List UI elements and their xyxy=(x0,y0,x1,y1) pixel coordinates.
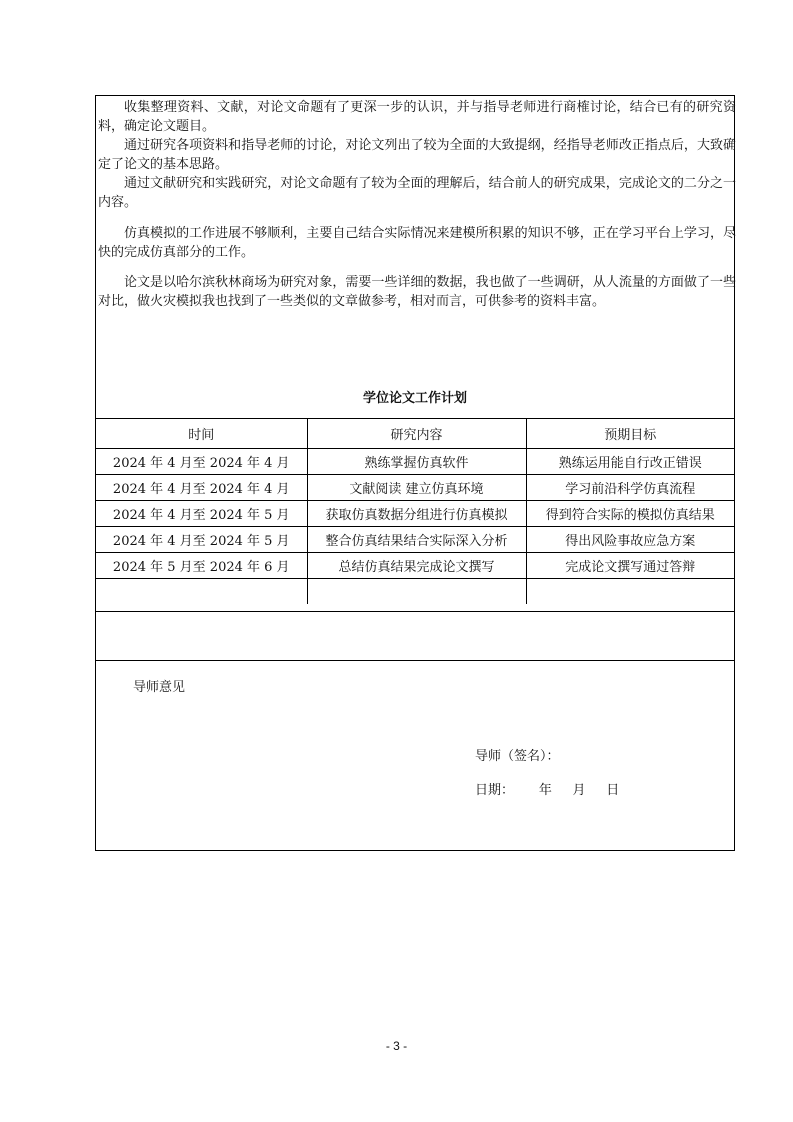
header-goal: 预期目标 xyxy=(526,419,734,449)
date-year: 年 xyxy=(538,783,552,798)
paragraph-1: 收集整理资料、文献，对论文命题有了更深一步的认识，并与指导老师进行商榷讨论，结合已有的研究资料，确定论文题目。 xyxy=(98,100,736,134)
cell-time: 2024 年 5 月至 2024 年 6 月 xyxy=(96,553,307,579)
table-row xyxy=(96,527,734,553)
cell-time: 2024 年 4 月至 2024 年 5 月 xyxy=(96,501,307,527)
cell-content: 熟练掌握仿真软件 xyxy=(307,449,526,475)
paragraph-2: 通过研究各项资料和指导老师的讨论，对论文列出了较为全面的大致提纲，经指导老师改正指点后，大致确定了论文的基本思路。 xyxy=(98,138,736,172)
paragraph-5: 论文是以哈尔滨秋林商场为研究对象，需要一些详细的数据，我也做了一些调研，从人流量的方面做了一些对比，做火灾模拟我也找到了一些类似的文章做参考，相对而言，可供参考的资料丰富。 xyxy=(98,275,736,309)
paragraph-3: 通过文献研究和实践研究，对论文命题有了较为全面的理解后，结合前人的研究成果，完成论文的二分之一内容。 xyxy=(98,176,736,210)
header-content: 研究内容 xyxy=(307,419,526,449)
cell-time: 2024 年 4 月至 2024 年 5 月 xyxy=(96,527,307,553)
table-header-row xyxy=(96,419,734,449)
header-time: 时间 xyxy=(96,419,307,449)
cell-goal: 熟练运用能自行改正错误 xyxy=(526,449,734,475)
divider xyxy=(96,611,734,612)
cell-content: 总结仿真结果完成论文撰写 xyxy=(307,553,526,579)
page-number: - 3 - xyxy=(385,1039,408,1053)
table-row xyxy=(96,501,734,527)
cell-goal xyxy=(526,579,734,605)
cell-goal: 学习前沿科学仿真流程 xyxy=(526,475,734,501)
plan-title: 学位论文工作计划 xyxy=(362,391,467,406)
date-day: 日 xyxy=(606,783,620,798)
cell-content: 整合仿真结果结合实际深入分析 xyxy=(307,527,526,553)
table-row xyxy=(96,449,734,475)
date-line xyxy=(475,779,619,798)
cell-time: 2024 年 4 月至 2024 年 4 月 xyxy=(96,475,307,501)
advisor-opinion-label: 导师意见 xyxy=(133,680,186,695)
advisor-signature-label: 导师（签名）： xyxy=(475,749,560,764)
cell-goal: 完成论文撰写通过答辩 xyxy=(526,553,734,579)
table-row-empty xyxy=(96,579,734,605)
work-plan-table xyxy=(96,418,734,604)
table-row xyxy=(96,475,734,501)
date-month: 月 xyxy=(572,783,586,798)
report-frame xyxy=(95,95,735,851)
cell-content: 获取仿真数据分组进行仿真模拟 xyxy=(307,501,526,527)
table-row xyxy=(96,553,734,579)
cell-goal: 得到符合实际的模拟仿真结果 xyxy=(526,501,734,527)
advisor-section-divider xyxy=(96,660,734,661)
cell-time: 2024 年 4 月至 2024 年 4 月 xyxy=(96,449,307,475)
date-label: 日期： xyxy=(475,783,515,798)
cell-content: 文献阅读 建立仿真环境 xyxy=(307,475,526,501)
cell-goal: 得出风险事故应急方案 xyxy=(526,527,734,553)
cell-content xyxy=(307,579,526,605)
cell-time xyxy=(96,579,307,605)
paragraph-4: 仿真模拟的工作进展不够顺利，主要自己结合实际情况来建模所积累的知识不够，正在学习平台上学习，尽快的完成仿真部分的工作。 xyxy=(98,226,736,260)
